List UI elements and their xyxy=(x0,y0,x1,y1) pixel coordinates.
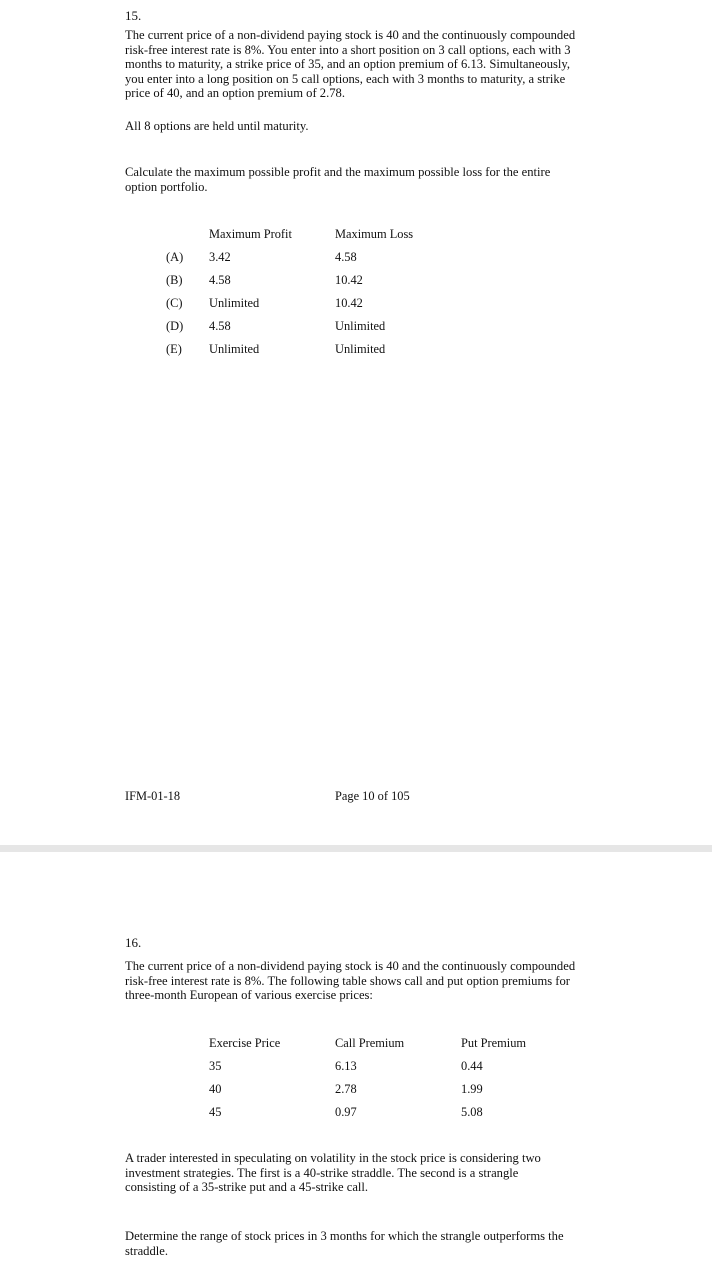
question-stem xyxy=(125,959,635,1003)
strategy-description xyxy=(125,1151,635,1195)
put-premium-cell: 5.08 xyxy=(461,1105,483,1119)
put-premium-cell: 1.99 xyxy=(461,1082,483,1096)
header-put-premium: Put Premium xyxy=(461,1036,527,1050)
stem-line: you enter into a long position on 5 call options, each with 3 months to maturity, a strike xyxy=(125,71,566,86)
question-prompt xyxy=(125,165,635,194)
exercise-price-cell: 45 xyxy=(209,1105,222,1119)
choice-label: (E) xyxy=(166,342,182,356)
document-page-11 xyxy=(0,852,712,1280)
call-premium-cell: 0.97 xyxy=(335,1105,357,1119)
question-number: 16. xyxy=(125,935,142,950)
question-number: 15. xyxy=(125,8,142,23)
call-premium-cell: 2.78 xyxy=(335,1082,357,1096)
put-premium-cell: 0.44 xyxy=(461,1059,483,1073)
header-max-loss: Maximum Loss xyxy=(335,227,414,241)
choice-loss: Unlimited xyxy=(335,319,386,333)
header-exercise-price: Exercise Price xyxy=(209,1036,281,1050)
question-stem xyxy=(125,28,635,101)
scenario-line: consisting of a 35-strike put and a 45-strike call. xyxy=(125,1180,369,1195)
choice-label: (C) xyxy=(166,296,183,310)
choice-profit: 3.42 xyxy=(209,250,231,264)
prompt-line: Determine the range of stock prices in 3 months for which the strangle outperforms the xyxy=(125,1229,564,1243)
stem-line: price of 40, and an option premium of 2.78. xyxy=(125,86,345,101)
choice-label: (A) xyxy=(166,250,184,264)
header-call-premium: Call Premium xyxy=(335,1036,405,1050)
scenario-line: A trader interested in speculating on volatility in the stock price is considering two xyxy=(125,1151,541,1165)
prompt-line: Calculate the maximum possible profit and the maximum possible loss for the entire xyxy=(125,165,551,179)
footer-page-number: Page 10 of 105 xyxy=(335,789,410,803)
choice-loss: 4.58 xyxy=(335,250,357,264)
scenario-line: investment strategies. The first is a 40-strike straddle. The second is a strangle xyxy=(125,1165,519,1180)
header-max-profit: Maximum Profit xyxy=(209,227,292,241)
choice-loss: Unlimited xyxy=(335,342,386,356)
stem-line: The current price of a non-dividend paying stock is 40 and the continuously compounded xyxy=(125,959,576,973)
prompt-line: straddle. xyxy=(125,1243,169,1258)
choice-profit: Unlimited xyxy=(209,342,260,356)
stem-line: The current price of a non-dividend paying stock is 40 and the continuously compounded xyxy=(125,28,576,42)
exercise-price-cell: 35 xyxy=(209,1059,222,1073)
choice-profit: 4.58 xyxy=(209,319,231,333)
call-premium-cell: 6.13 xyxy=(335,1059,357,1073)
stem-line: risk-free interest rate is 8%. You enter into a short position on 3 call options, each with 3 xyxy=(125,42,571,57)
stem-line: risk-free interest rate is 8%. The following table shows call and put option premiums for xyxy=(125,973,570,988)
stem-line: months to maturity, a strike price of 35, and an option premium of 6.13. Simultaneously, xyxy=(125,57,571,72)
question-prompt xyxy=(125,1229,635,1258)
choice-loss: 10.42 xyxy=(335,273,363,287)
stem-line: three-month European of various exercise prices: xyxy=(125,988,373,1003)
exercise-price-cell: 40 xyxy=(209,1082,222,1096)
page-separator xyxy=(0,845,712,852)
prompt-line: option portfolio. xyxy=(125,179,208,194)
holding-note: All 8 options are held until maturity. xyxy=(125,119,309,133)
footer-exam-code: IFM-01-18 xyxy=(125,789,181,803)
choice-profit: 4.58 xyxy=(209,273,231,287)
choice-label: (D) xyxy=(166,319,184,333)
choice-profit: Unlimited xyxy=(209,296,260,310)
choice-label: (B) xyxy=(166,273,183,287)
choice-loss: 10.42 xyxy=(335,296,363,310)
